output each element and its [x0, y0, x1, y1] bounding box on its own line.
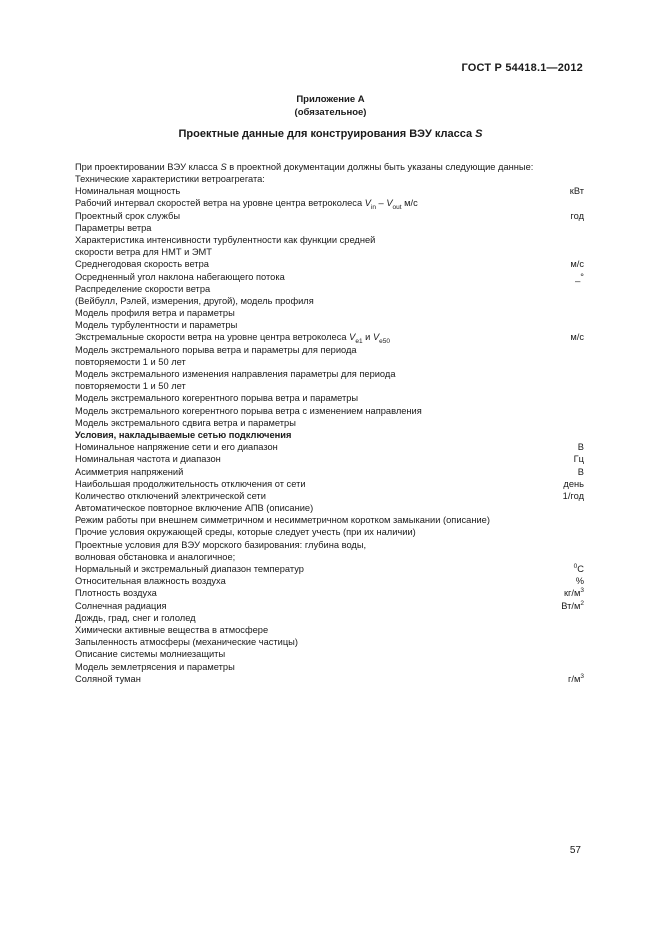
data-row: [75, 405, 584, 417]
row-label: Номинальное напряжение сети и его диапазон: [75, 442, 278, 453]
data-row: [75, 271, 584, 283]
row-label-text: Экстремальные скорости ветра на уровне центра ветроколеса: [75, 332, 350, 343]
section-title: [0, 128, 661, 140]
section-title-symbol: S: [475, 128, 483, 140]
row-label-text: –: [375, 198, 387, 209]
row-label: Дождь, град, снег и гололед: [75, 612, 196, 623]
velocity-subscript: e1: [355, 338, 363, 346]
data-row: [75, 344, 584, 356]
intro-symbol: S: [220, 162, 227, 172]
row-label: Запыленность атмосферы (механические частицы): [75, 637, 298, 648]
row-unit: день: [563, 478, 584, 489]
row-label: скорости ветра для НМТ и ЭМТ: [75, 247, 212, 258]
data-row: [75, 368, 584, 380]
data-row: [75, 466, 584, 478]
data-row: [75, 222, 584, 234]
page-number: 57: [569, 845, 581, 856]
row-label: Характеристика интенсивности турбулентности как функции средней: [75, 234, 376, 245]
row-label: Соляной туман: [75, 673, 141, 684]
data-row: [75, 575, 584, 587]
row-label: волновая обстановка и аналогичное;: [75, 551, 236, 562]
row-label: Асимметрия напряжений: [75, 466, 184, 477]
data-row: [75, 539, 584, 551]
data-row: [75, 307, 584, 319]
data-row: [75, 417, 584, 429]
data-row: [75, 185, 584, 197]
data-row: [75, 673, 584, 685]
row-unit: [564, 587, 584, 599]
unit-base: С: [577, 564, 584, 574]
data-row: [75, 283, 584, 295]
row-unit: м/с: [570, 259, 584, 270]
data-row: [75, 246, 584, 258]
row-unit: [568, 673, 584, 685]
data-row: [75, 319, 584, 331]
row-label: Режим работы при внешнем симметричном и несимметричном коротком замыкании (описание): [75, 515, 490, 526]
row-unit: [574, 563, 584, 575]
velocity-symbol: V: [372, 332, 380, 343]
data-row: [75, 563, 584, 575]
intro-paragraph: [75, 161, 584, 173]
row-unit: м/с: [570, 332, 584, 343]
annex-title: Приложение А: [296, 94, 365, 105]
data-row: [75, 258, 584, 270]
row-label: Номинальная мощность: [75, 186, 181, 197]
data-row: [75, 441, 584, 453]
unit-base: г/м: [568, 673, 581, 684]
data-row: [75, 478, 584, 490]
row-label: Модель экстремального сдвига ветра и параметры: [75, 417, 296, 428]
row-label: Осредненный угол наклона набегающего потока: [75, 271, 285, 282]
row-label: Технические характеристики ветроагрегата:: [75, 174, 265, 184]
section-title-text: Проектные данные для конструирования ВЭУ класса: [178, 128, 476, 140]
data-row: [75, 661, 584, 673]
row-label: Проектные условия для ВЭУ морского базирования: глубина воды,: [75, 539, 367, 550]
row-label: повторяемости 1 и 50 лет: [75, 381, 186, 392]
row-label: Плотность воздуха: [75, 588, 157, 599]
row-label: Модель землетрясения и параметры: [75, 661, 235, 672]
row-label: Относительная влажность воздуха: [75, 576, 226, 587]
data-row: [75, 356, 584, 368]
data-row: [75, 636, 584, 648]
velocity-symbol: V: [386, 198, 393, 209]
data-row: [75, 587, 584, 599]
data-row: [75, 453, 584, 465]
data-row: [75, 380, 584, 392]
row-label: Нормальный и экстремальный диапазон температур: [75, 564, 304, 574]
row-label: (Вейбулл, Рэлей, измерения, другой), модель профиля: [75, 295, 314, 306]
row-label: Модель экстремального порыва ветра и параметры для периода: [75, 344, 357, 355]
velocity-subscript: in: [370, 204, 376, 212]
data-row: [75, 624, 584, 636]
row-label: Проектный срок службы: [75, 210, 181, 221]
unit-superscript: 3: [580, 672, 584, 680]
row-label: Номинальная частота и диапазон: [75, 454, 221, 465]
row-label: [75, 331, 390, 346]
row-unit: _°: [575, 271, 584, 282]
annex-status: (обязательное): [294, 107, 367, 118]
intro-before: При проектировании ВЭУ класса: [75, 162, 221, 172]
row-label: Модель турбулентности и параметры: [75, 320, 238, 331]
row-label: Модель экстремального изменения направления параметры для периода: [75, 369, 396, 379]
row-label-text: и: [362, 332, 373, 343]
row-label: [75, 197, 418, 212]
row-unit: В: [577, 466, 584, 477]
intro-after: в проектной документации должны быть указаны следующие данные:: [226, 162, 534, 172]
row-label: Солнечная радиация: [75, 600, 167, 611]
row-unit: 1/год: [562, 490, 584, 501]
velocity-subscript: e50: [379, 338, 390, 346]
row-label: Количество отключений электрической сети: [75, 490, 266, 501]
data-row: [75, 234, 584, 246]
unit-superscript: 0: [573, 562, 578, 570]
data-row: [75, 648, 584, 660]
data-row: [75, 392, 584, 404]
row-label: Модель экстремального когерентного порыва ветра с изменением направления: [75, 405, 422, 416]
data-row: [75, 526, 584, 538]
annex-heading: [0, 93, 661, 119]
unit-base: Вт/м: [561, 600, 581, 611]
row-label-text: м/с: [401, 198, 418, 209]
row-unit: %: [575, 576, 584, 587]
row-label: Химически активные вещества в атмосфере: [75, 624, 269, 635]
velocity-symbol: V: [349, 332, 356, 343]
velocity-symbol: V: [364, 198, 371, 209]
data-row: [75, 295, 584, 307]
row-unit: [561, 600, 584, 612]
row-unit: В: [577, 442, 584, 453]
data-row: [75, 429, 584, 441]
data-row: [75, 490, 584, 502]
row-label: Описание системы молниезащиты: [75, 649, 226, 660]
data-row: [75, 210, 584, 222]
row-label: Среднегодовая скорость ветра: [75, 259, 209, 270]
row-label: Условия, накладываемые сетью подключения: [75, 429, 292, 440]
row-label: Прочие условия окружающей среды, которые следует учесть (при их наличии): [75, 527, 416, 538]
design-data-list: [75, 161, 584, 685]
row-unit: Гц: [573, 454, 584, 465]
unit-base: кг/м: [563, 588, 581, 599]
data-row: [75, 514, 584, 526]
unit-superscript: 2: [580, 599, 584, 607]
data-row: [75, 331, 584, 346]
standard-header: ГОСТ Р 54418.1—2012: [461, 62, 583, 74]
row-label: Автоматическое повторное включение АПВ (описание): [75, 503, 314, 514]
velocity-subscript: out: [392, 204, 402, 212]
data-row: [75, 197, 584, 212]
row-label: Модель экстремального когерентного порыва ветра и параметры: [75, 393, 359, 404]
row-label: Наибольшая продолжительность отключения от сети: [75, 478, 306, 489]
row-label: повторяемости 1 и 50 лет: [75, 356, 186, 367]
data-rows: [75, 173, 584, 685]
data-row: [75, 551, 584, 563]
row-label: Распределение скорости ветра: [75, 283, 211, 294]
row-label: Параметры ветра: [75, 222, 152, 233]
data-row: [75, 173, 584, 185]
row-label: Модель профиля ветра и параметры: [75, 308, 235, 319]
unit-superscript: 3: [580, 587, 584, 595]
row-unit: год: [570, 210, 584, 221]
row-unit: кВт: [569, 186, 584, 197]
data-row: [75, 502, 584, 514]
data-row: [75, 600, 584, 612]
data-row: [75, 612, 584, 624]
row-label-text: Рабочий интервал скоростей ветра на уровне центра ветроколеса: [75, 198, 365, 209]
